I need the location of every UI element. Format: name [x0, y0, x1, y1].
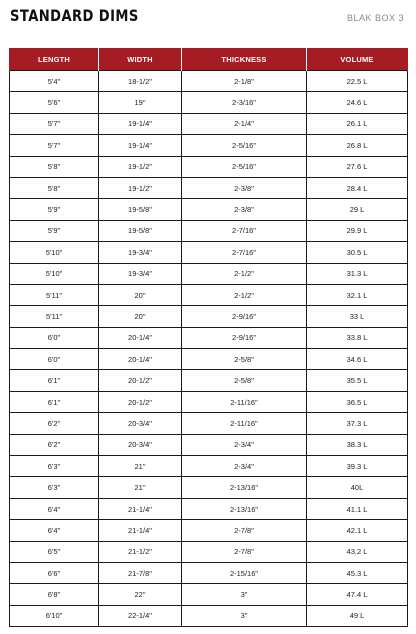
cell-width: 20-3/4"	[99, 434, 182, 455]
cell-length: 6'3"	[10, 456, 99, 477]
table-body	[10, 71, 408, 627]
table-row	[10, 349, 408, 370]
cell-thickness: 2-11/16"	[182, 391, 307, 412]
table-row	[10, 177, 408, 198]
cell-volume: 31.3 L	[307, 263, 408, 284]
cell-length: 5'9"	[10, 220, 99, 241]
cell-thickness: 2-5/16"	[182, 156, 307, 177]
cell-volume: 37.3 L	[307, 413, 408, 434]
cell-length: 5'6"	[10, 92, 99, 113]
cell-thickness: 2-5/8"	[182, 349, 307, 370]
cell-width: 20-1/4"	[99, 349, 182, 370]
cell-thickness: 2-13/16"	[182, 477, 307, 498]
cell-volume: 27.6 L	[307, 156, 408, 177]
table-row	[10, 584, 408, 605]
table-row	[10, 477, 408, 498]
cell-volume: 49 L	[307, 605, 408, 626]
cell-thickness: 2-7/8"	[182, 541, 307, 562]
cell-length: 5'8"	[10, 177, 99, 198]
cell-width: 21"	[99, 456, 182, 477]
cell-volume: 45.3 L	[307, 562, 408, 583]
cell-width: 18-1/2"	[99, 71, 182, 92]
cell-thickness: 2-3/8"	[182, 177, 307, 198]
table-row	[10, 242, 408, 263]
cell-width: 21-1/2"	[99, 541, 182, 562]
table-row	[10, 284, 408, 305]
cell-thickness: 2-7/16"	[182, 220, 307, 241]
cell-length: 6'1"	[10, 370, 99, 391]
cell-length: 5'7"	[10, 113, 99, 134]
dimensions-table	[9, 48, 408, 627]
cell-length: 6'2"	[10, 413, 99, 434]
table-row	[10, 370, 408, 391]
cell-width: 19-1/4"	[99, 113, 182, 134]
cell-length: 5'8"	[10, 156, 99, 177]
cell-width: 20"	[99, 306, 182, 327]
cell-width: 19-1/2"	[99, 177, 182, 198]
cell-length: 6'10"	[10, 605, 99, 626]
cell-volume: 33 L	[307, 306, 408, 327]
table-header	[10, 48, 408, 71]
cell-width: 20-1/4"	[99, 327, 182, 348]
cell-volume: 29.9 L	[307, 220, 408, 241]
cell-thickness: 3"	[182, 605, 307, 626]
cell-volume: 43.2 L	[307, 541, 408, 562]
cell-thickness: 2-3/4"	[182, 434, 307, 455]
model-name: BLAK BOX 3	[346, 13, 404, 23]
cell-length: 6'3"	[10, 477, 99, 498]
cell-thickness: 2-3/4"	[182, 456, 307, 477]
table-row	[10, 306, 408, 327]
cell-volume: 47.4 L	[307, 584, 408, 605]
table-row	[10, 434, 408, 455]
page-header	[0, 0, 416, 44]
table-row	[10, 71, 408, 92]
cell-volume: 30.5 L	[307, 242, 408, 263]
cell-volume: 29 L	[307, 199, 408, 220]
cell-length: 6'2"	[10, 434, 99, 455]
table-row	[10, 135, 408, 156]
cell-thickness: 3"	[182, 584, 307, 605]
cell-thickness: 2-7/8"	[182, 520, 307, 541]
cell-thickness: 2-3/16"	[182, 92, 307, 113]
cell-thickness: 2-3/8"	[182, 199, 307, 220]
cell-thickness: 2-1/2"	[182, 284, 307, 305]
cell-length: 5'10"	[10, 242, 99, 263]
cell-length: 6'4"	[10, 498, 99, 519]
cell-thickness: 2-7/16"	[182, 242, 307, 263]
cell-volume: 38.3 L	[307, 434, 408, 455]
table-row	[10, 156, 408, 177]
column-header-width: WIDTH	[99, 48, 182, 71]
cell-volume: 32.1 L	[307, 284, 408, 305]
cell-thickness: 2-5/8"	[182, 370, 307, 391]
cell-volume: 42.1 L	[307, 520, 408, 541]
cell-width: 21-1/4"	[99, 520, 182, 541]
cell-volume: 33.8 L	[307, 327, 408, 348]
table-row	[10, 220, 408, 241]
table-row	[10, 391, 408, 412]
cell-width: 19"	[99, 92, 182, 113]
cell-volume: 34.6 L	[307, 349, 408, 370]
cell-width: 21-7/8"	[99, 562, 182, 583]
cell-length: 6'0"	[10, 327, 99, 348]
cell-width: 19-3/4"	[99, 242, 182, 263]
cell-width: 20"	[99, 284, 182, 305]
cell-width: 19-1/2"	[99, 156, 182, 177]
cell-volume: 39.3 L	[307, 456, 408, 477]
cell-length: 6'6"	[10, 562, 99, 583]
cell-volume: 26.8 L	[307, 135, 408, 156]
cell-width: 20-1/2"	[99, 370, 182, 391]
cell-width: 19-5/8"	[99, 220, 182, 241]
cell-volume: 40L	[307, 477, 408, 498]
cell-volume: 26.1 L	[307, 113, 408, 134]
table-row	[10, 113, 408, 134]
cell-length: 5'7"	[10, 135, 99, 156]
cell-width: 20-3/4"	[99, 413, 182, 434]
cell-width: 22-1/4"	[99, 605, 182, 626]
cell-width: 19-3/4"	[99, 263, 182, 284]
table-row	[10, 92, 408, 113]
cell-volume: 36.5 L	[307, 391, 408, 412]
cell-volume: 22.5 L	[307, 71, 408, 92]
cell-width: 19-1/4"	[99, 135, 182, 156]
cell-length: 5'4"	[10, 71, 99, 92]
cell-width: 21-1/4"	[99, 498, 182, 519]
cell-length: 6'5"	[10, 541, 99, 562]
table-row	[10, 263, 408, 284]
column-header-thickness: THICKNESS	[182, 48, 307, 71]
cell-width: 19-5/8"	[99, 199, 182, 220]
cell-width: 21"	[99, 477, 182, 498]
table-row	[10, 199, 408, 220]
cell-thickness: 2-11/16"	[182, 413, 307, 434]
cell-volume: 35.5 L	[307, 370, 408, 391]
table-row	[10, 541, 408, 562]
cell-volume: 24.6 L	[307, 92, 408, 113]
cell-length: 6'1"	[10, 391, 99, 412]
cell-thickness: 2-1/4"	[182, 113, 307, 134]
cell-volume: 41.1 L	[307, 498, 408, 519]
cell-volume: 28.4 L	[307, 177, 408, 198]
cell-thickness: 2-1/2"	[182, 263, 307, 284]
cell-thickness: 2-1/8"	[182, 71, 307, 92]
cell-thickness: 2-15/16"	[182, 562, 307, 583]
cell-width: 22"	[99, 584, 182, 605]
cell-thickness: 2-9/16"	[182, 306, 307, 327]
table-row	[10, 327, 408, 348]
column-header-volume: VOLUME	[307, 48, 408, 71]
table-row	[10, 562, 408, 583]
table-row	[10, 456, 408, 477]
cell-length: 5'11"	[10, 306, 99, 327]
table-row	[10, 413, 408, 434]
cell-length: 5'10"	[10, 263, 99, 284]
cell-thickness: 2-13/16"	[182, 498, 307, 519]
cell-thickness: 2-9/16"	[182, 327, 307, 348]
header-row	[10, 48, 408, 71]
cell-length: 5'9"	[10, 199, 99, 220]
cell-length: 6'4"	[10, 520, 99, 541]
cell-length: 5'11"	[10, 284, 99, 305]
cell-length: 6'8"	[10, 584, 99, 605]
cell-width: 20-1/2"	[99, 391, 182, 412]
column-header-length: LENGTH	[10, 48, 99, 71]
cell-thickness: 2-5/16"	[182, 135, 307, 156]
table-row	[10, 498, 408, 519]
page-title: STANDARD DIMS	[10, 6, 139, 25]
table-row	[10, 605, 408, 626]
table-row	[10, 520, 408, 541]
cell-length: 6'0"	[10, 349, 99, 370]
